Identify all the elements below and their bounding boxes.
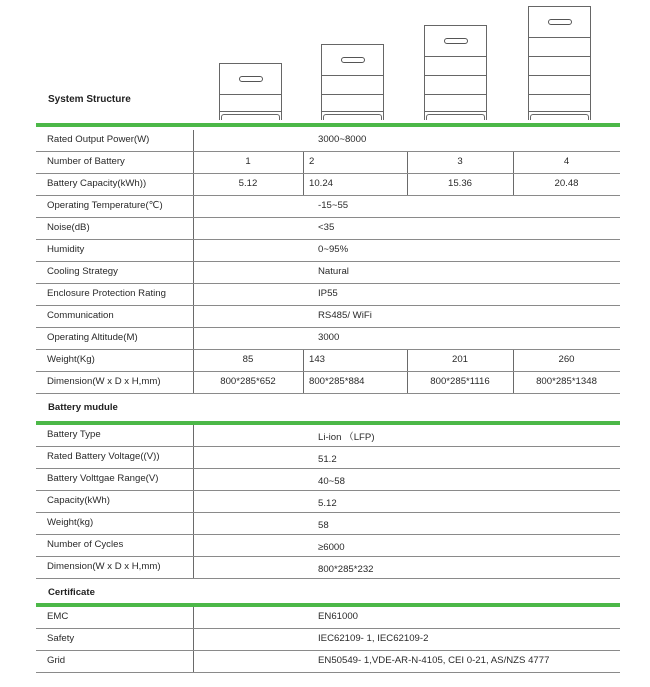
stack-base	[219, 111, 282, 120]
table-row	[36, 651, 620, 673]
row-value: 2	[309, 156, 315, 167]
table-row	[36, 425, 620, 447]
battery-module-divider	[529, 75, 590, 76]
brand-logo-icon	[548, 19, 572, 25]
column-separator	[193, 218, 194, 239]
battery-module-divider	[425, 94, 486, 95]
battery-module-divider	[529, 94, 590, 95]
row-value: EN61000	[318, 611, 359, 622]
section-title-system-structure: System Structure	[48, 94, 131, 105]
row-value: 3000~8000	[318, 134, 367, 145]
battery-module-divider	[425, 56, 486, 57]
row-label: Battery Type	[47, 429, 101, 440]
table-row	[36, 306, 620, 328]
brand-logo-icon	[239, 76, 263, 82]
row-value: 800*285*232	[318, 564, 374, 575]
row-label: Dimension(W x D x H,mm)	[47, 561, 161, 572]
battery-module-divider	[529, 56, 590, 57]
column-separator	[303, 152, 304, 173]
row-value: ≥6000	[318, 542, 345, 553]
row-value: Li-ion （LFP)	[318, 432, 375, 443]
column-separator	[193, 651, 194, 672]
column-separator	[193, 262, 194, 283]
table-row	[36, 372, 620, 394]
column-separator	[193, 306, 194, 327]
column-separator	[303, 350, 304, 371]
row-value: 5.12	[238, 178, 258, 189]
brand-logo-icon	[341, 57, 365, 63]
row-label: Humidity	[47, 244, 85, 255]
row-value: 3000	[318, 332, 340, 343]
row-label: Dimension(W x D x H,mm)	[47, 376, 161, 387]
table-row	[36, 262, 620, 284]
table-row	[36, 196, 620, 218]
row-value: 800*285*1348	[536, 376, 597, 387]
battery-stack-4-module	[528, 6, 591, 120]
battery-module-divider	[322, 75, 383, 76]
row-label: Number of Battery	[47, 156, 125, 167]
row-value: 20.48	[554, 178, 579, 189]
column-separator	[407, 152, 408, 173]
row-value: -15~55	[318, 200, 349, 211]
row-value: 1	[245, 156, 251, 167]
battery-module-divider	[322, 94, 383, 95]
row-label: Rated Output Power(W)	[47, 134, 150, 145]
table-row	[36, 469, 620, 491]
row-label: Battery Capacity(kWh))	[47, 178, 147, 189]
row-value: 800*285*1116	[430, 376, 490, 387]
row-label: Weight(Kg)	[47, 354, 95, 365]
row-label: Rated Battery Voltage((V))	[47, 451, 160, 462]
row-value: 260	[558, 354, 575, 365]
table-row	[36, 513, 620, 535]
column-separator	[193, 469, 194, 490]
row-label: Enclosure Protection Rating	[47, 288, 166, 299]
stack-base	[321, 111, 384, 120]
battery-module-divider	[425, 75, 486, 76]
column-separator	[193, 328, 194, 349]
row-label: Weight(kg)	[47, 517, 94, 528]
table-row	[36, 174, 620, 196]
column-separator	[513, 350, 514, 371]
table-row	[36, 240, 620, 262]
row-label: Safety	[47, 633, 75, 644]
battery-module-divider	[529, 37, 590, 38]
row-value: 3	[457, 156, 463, 167]
column-separator	[513, 372, 514, 393]
row-value: Natural	[318, 266, 349, 277]
table-row	[36, 350, 620, 372]
row-value: 5.12	[318, 498, 337, 509]
row-label: Cooling Strategy	[47, 266, 118, 277]
row-value: 85	[242, 354, 254, 365]
table-row	[36, 130, 620, 152]
column-separator	[193, 196, 194, 217]
column-separator	[303, 174, 304, 195]
row-value: IEC62109- 1, IEC62109-2	[318, 633, 429, 644]
row-label: Communication	[47, 310, 114, 321]
brand-logo-icon	[444, 38, 468, 44]
row-label: Noise(dB)	[47, 222, 90, 233]
row-value: RS485/ WiFi	[318, 310, 372, 321]
row-value: IP55	[318, 288, 338, 299]
battery-stack-3-module	[424, 25, 487, 120]
row-label: Grid	[47, 655, 66, 666]
column-separator	[193, 607, 194, 628]
row-value: EN50549- 1,VDE-AR-N-4105, CEI 0-21, AS/NZS 4777	[318, 655, 550, 666]
column-separator	[407, 350, 408, 371]
column-separator	[193, 240, 194, 261]
row-value: 51.2	[318, 454, 337, 465]
table-row	[36, 557, 620, 579]
column-separator	[193, 447, 194, 468]
row-label: EMC	[47, 611, 69, 622]
row-value: 800*285*884	[309, 376, 365, 387]
table-row	[36, 607, 620, 629]
column-separator	[193, 284, 194, 305]
battery-stack-2-module	[321, 44, 384, 120]
row-label: Operating Altitude(M)	[47, 332, 138, 343]
column-separator	[407, 174, 408, 195]
column-separator	[513, 174, 514, 195]
table-row	[36, 629, 620, 651]
table-row	[36, 218, 620, 240]
row-value: 800*285*652	[220, 376, 276, 387]
section-title-battery-module: Battery mudule	[48, 402, 118, 413]
row-label: Battery Volttgae Range(V)	[47, 473, 159, 484]
row-label: Operating Temperature(℃)	[47, 200, 163, 211]
column-separator	[193, 513, 194, 534]
green-divider-system	[36, 123, 620, 127]
row-label: Capacity(kWh)	[47, 495, 110, 506]
column-separator	[193, 557, 194, 578]
row-value: 15.36	[447, 178, 472, 189]
column-separator	[513, 152, 514, 173]
table-row	[36, 328, 620, 350]
column-separator	[303, 372, 304, 393]
table-row	[36, 535, 620, 557]
row-value: <35	[318, 222, 335, 233]
row-value: 58	[318, 520, 329, 531]
row-value: 40~58	[318, 476, 345, 487]
column-separator	[193, 425, 194, 446]
column-separator	[193, 535, 194, 556]
column-separator	[193, 130, 194, 151]
battery-stack-1-module	[219, 63, 282, 120]
table-row	[36, 447, 620, 469]
row-value: 0~95%	[318, 244, 349, 255]
row-label: Number of Cycles	[47, 539, 124, 550]
row-value: 143	[309, 354, 326, 365]
stack-base	[528, 111, 591, 120]
battery-module-divider	[220, 94, 281, 95]
table-row	[36, 152, 620, 174]
stack-base	[424, 111, 487, 120]
column-separator	[193, 629, 194, 650]
row-value: 201	[451, 354, 468, 365]
column-separator	[407, 372, 408, 393]
column-separator	[193, 491, 194, 512]
section-title-certificate: Certificate	[48, 587, 95, 598]
table-row	[36, 491, 620, 513]
row-value: 4	[563, 156, 570, 167]
row-value: 10.24	[309, 178, 334, 189]
table-row	[36, 284, 620, 306]
